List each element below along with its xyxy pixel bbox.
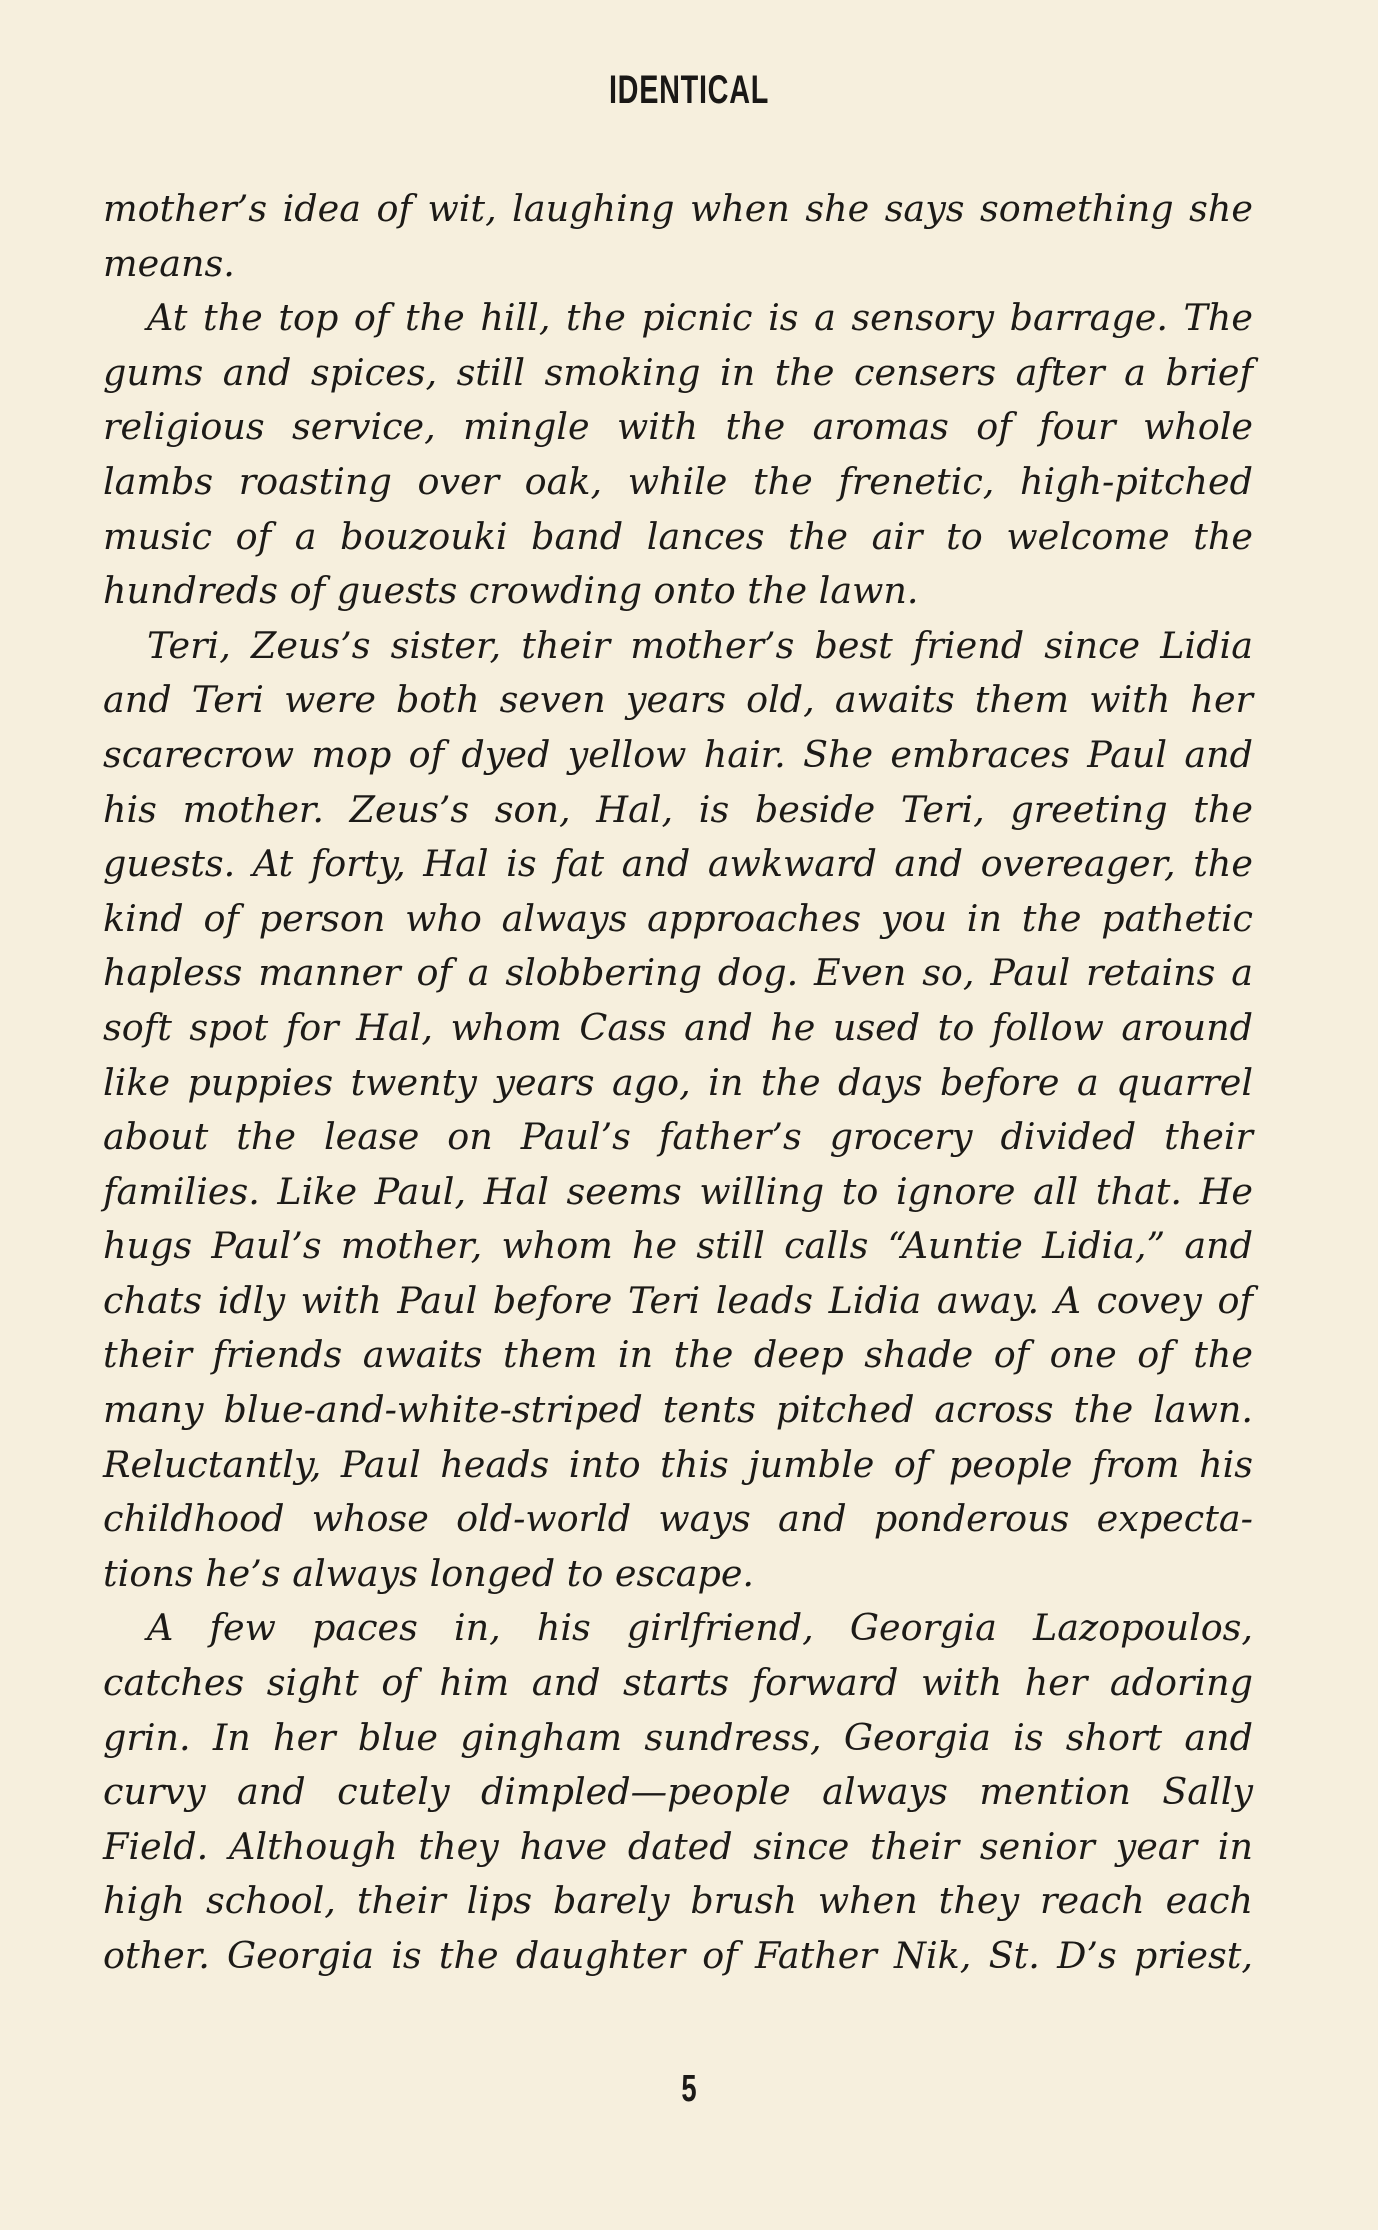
text-line: soft spot for Hal, whom Cass and he used to follow around [103, 1005, 1253, 1049]
text-line: hugs Paul’s mother, whom he still calls “Auntie Lidia,” and [103, 1224, 1253, 1268]
text-line: childhood whose old-world ways and ponderous expecta- [103, 1497, 1253, 1541]
text-line: At the top of the hill, the picnic is a sensory barrage. The [147, 296, 1253, 340]
text-line: gums and spices, still smoking in the censers after a brief [103, 350, 1253, 394]
text-line: about the lease on Paul’s father’s grocery divided their [103, 1115, 1253, 1159]
text-line: A few paces in, his girlfriend, Georgia Lazopoulos, [147, 1606, 1253, 1650]
text-line: hapless manner of a slobbering dog. Even so, Paul retains a [103, 951, 1253, 995]
text-line: catches sight of him and starts forward with her adoring [103, 1661, 1253, 1705]
text-line: Teri, Zeus’s sister, their mother’s best friend since Lidia [147, 623, 1253, 667]
text-line: their friends awaits them in the deep shade of one of the [103, 1333, 1253, 1377]
running-head-title: IDENTICAL [608, 68, 770, 112]
text-line: curvy and cutely dimpled—people always mention Sally [103, 1770, 1253, 1814]
text-line: high school, their lips barely brush when they reach each [103, 1879, 1253, 1923]
text-line: hundreds of guests crowding onto the lawn. [103, 569, 919, 613]
text-line: religious service, mingle with the aromas of four whole [103, 405, 1253, 449]
text-line: kind of person who always approaches you in the pathetic [103, 896, 1253, 940]
text-line: and Teri were both seven years old, awaits them with her [103, 678, 1253, 722]
text-line: chats idly with Paul before Teri leads Lidia away. A covey of [103, 1278, 1253, 1322]
text-line: his mother. Zeus’s son, Hal, is beside Teri, greeting the [103, 787, 1253, 831]
text-line: lambs roasting over oak, while the frenetic, high-pitched [103, 459, 1253, 503]
text-line: scarecrow mop of dyed yellow hair. She embraces Paul and [103, 732, 1253, 776]
text-line: guests. At forty, Hal is fat and awkward and overeager, the [103, 842, 1253, 886]
text-line: means. [103, 241, 235, 285]
text-line: other. Georgia is the daughter of Father Nik, St. D’s priest, [103, 1934, 1253, 1977]
text-line: grin. In her blue gingham sundress, Georgia is short and [103, 1715, 1253, 1759]
page-number: 5 [681, 2068, 697, 2110]
text-line: mother’s idea of wit, laughing when she says something she [103, 187, 1253, 230]
text-line: many blue-and-white-striped tents pitched across the lawn. [103, 1388, 1253, 1432]
text-line: Field. Although they have dated since their senior year in [103, 1824, 1253, 1868]
text-line: Reluctantly, Paul heads into this jumble of people from his [103, 1442, 1253, 1486]
text-line: tions he’s always longed to escape. [103, 1551, 755, 1595]
text-line: like puppies twenty years ago, in the days before a quarrel [103, 1060, 1253, 1104]
text-line: music of a bouzouki band lances the air to welcome the [103, 514, 1253, 558]
body-text [103, 182, 1253, 1984]
text-line: families. Like Paul, Hal seems willing to ignore all that. He [103, 1169, 1253, 1213]
